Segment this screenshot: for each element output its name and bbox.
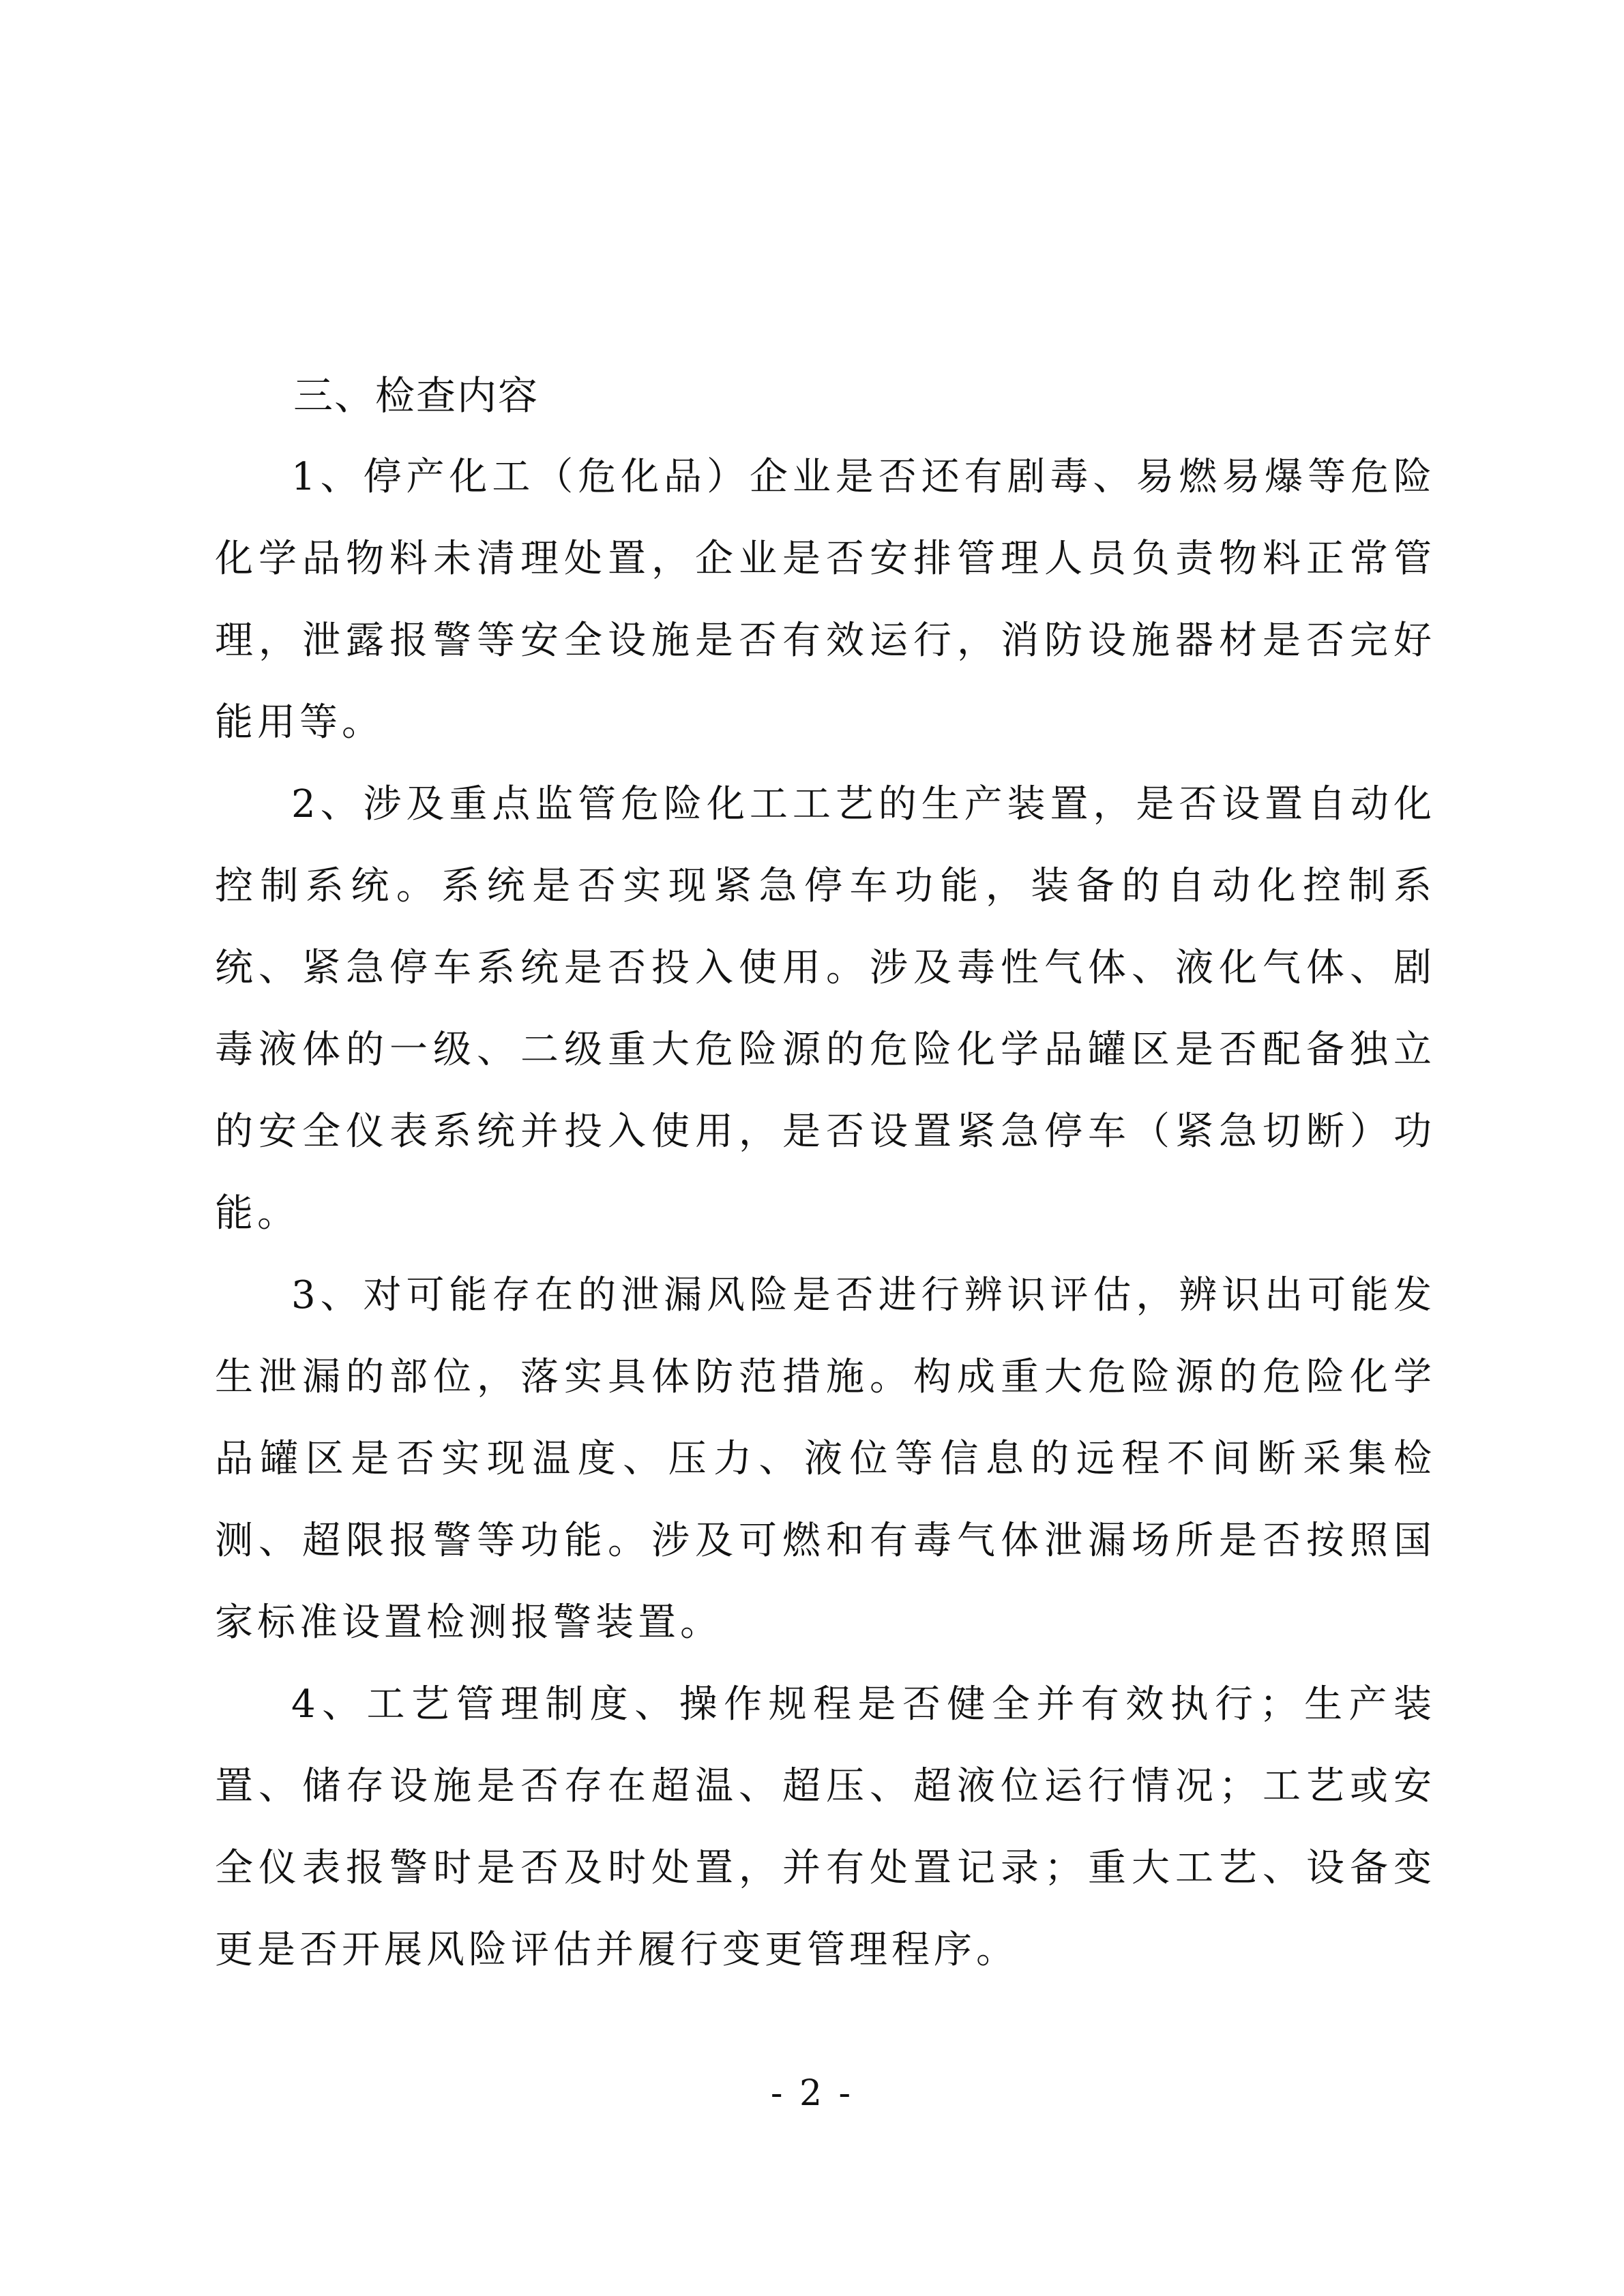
section-heading: 三、检查内容	[293, 372, 540, 419]
paragraph-4: 4、工艺管理制度、操作规程是否健全并有效执行；生产装置、储存设施是否存在超温、超压、超液位运行情况；工艺或安全仪表报警时是否及时处置，并有处置记录；重大工艺、设备变更是否开展风险评估并履行变更管理程序。	[215, 1682, 1436, 1972]
paragraph-3: 3、对可能存在的泄漏风险是否进行辨识评估，辨识出可能发生泄漏的部位，落实具体防范措施。构成重大危险源的危险化学品罐区是否实现温度、压力、液位等信息的远程不间断采集检测、超限报警等功能。涉及可燃和有毒气体泄漏场所是否按照国家标准设置检测报警装置。	[215, 1273, 1436, 1645]
paragraph-1: 1、停产化工（危化品）企业是否还有剧毒、易燃易爆等危险化学品物料未清理处置，企业是否安排管理人员负责物料正常管理，泄露报警等安全设施是否有效运行，消防设施器材是否完好能用等。	[215, 455, 1436, 745]
paragraph-2: 2、涉及重点监管危险化工工艺的生产装置，是否设置自动化控制系统。系统是否实现紧急停车功能，装备的自动化控制系统、紧急停车系统是否投入使用。涉及毒性气体、液化气体、剧毒液体的一级、二级重大危险源的危险化学品罐区是否配备独立的安全仪表系统并投入使用，是否设置紧急停车（紧急切断）功能。	[215, 782, 1436, 1236]
document-body	[215, 355, 1436, 1991]
page-number: - 2 -	[770, 2073, 854, 2114]
